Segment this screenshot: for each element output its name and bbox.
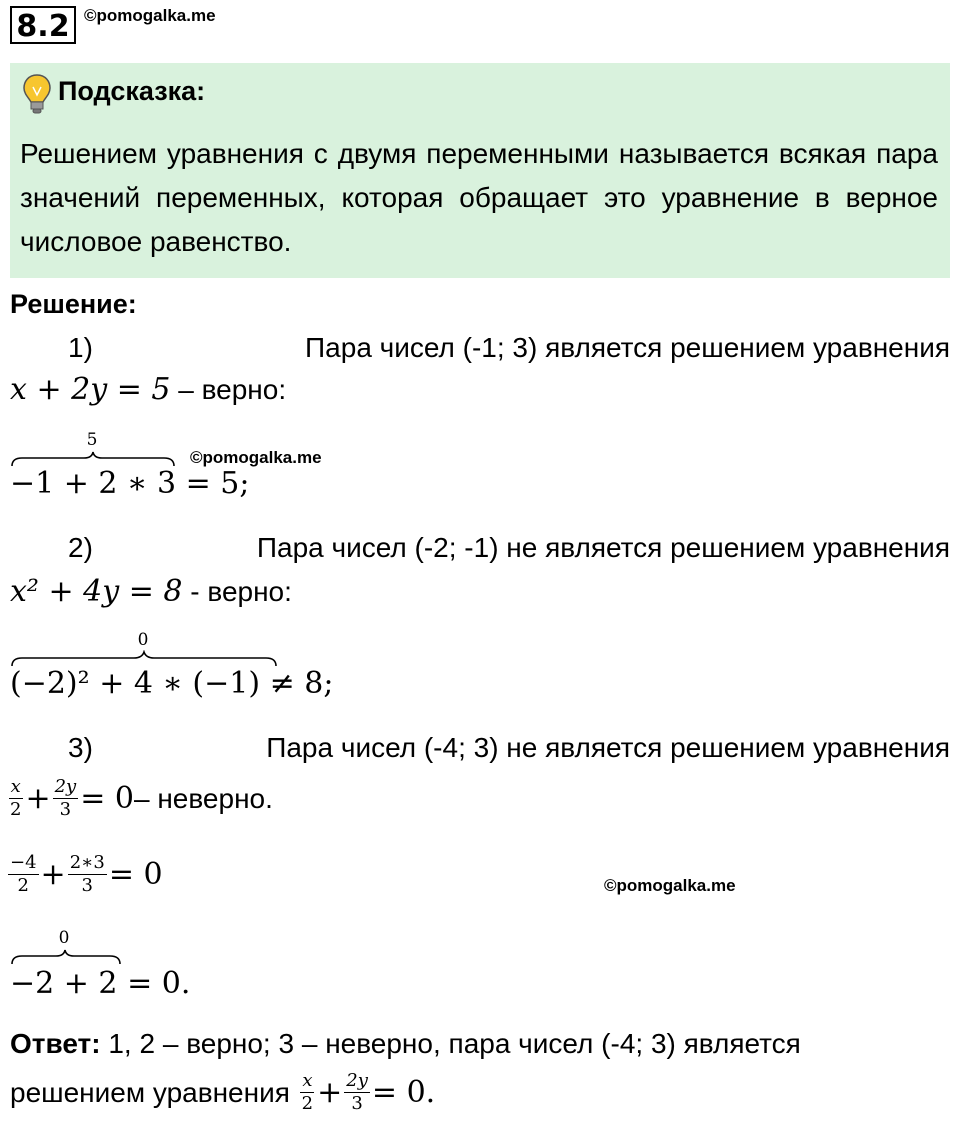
item3-verdict: – неверно. (133, 782, 273, 814)
item2-calc-line (10, 666, 333, 701)
answer-line2: решением уравнения $\frac{x}{2}$ + $\frac{2y}{3}$ = 0. (10, 1070, 436, 1114)
item3-statement-line (10, 730, 950, 766)
item2-number: 2) (68, 532, 93, 563)
item2-statement: Пара чисел (-2; -1) не является решением уравнения (256, 532, 950, 563)
item3-frac-2y-over-3: $\frac{2y}{3}$ (54, 776, 77, 820)
item2-calc-tail: ≠ 8; (260, 666, 334, 701)
answer-line1 (10, 1026, 950, 1062)
item3-equation-line: $\frac{x}{2}$ + $\frac{2y}{3}$ = 0 – неверно. (10, 776, 273, 820)
item2-calc: (−2)² + 4 ∗ (−1) (10, 666, 261, 701)
hint-title: Подсказка: (58, 76, 206, 106)
item3-number: 3) (68, 732, 93, 763)
item3-calc-tail: = 0. (117, 966, 191, 1001)
answer-tail: = 0. (371, 1074, 436, 1110)
problem-number: 8.2 (10, 6, 76, 44)
answer-label: Ответ: (10, 1028, 101, 1059)
item1-verdict: – верно: (170, 374, 287, 405)
item2-equation-line (10, 574, 292, 610)
watermark-middle: ©pomogalka.me (190, 448, 322, 467)
item3-sub-frac1: $\frac{-4}{2}$ (10, 852, 37, 896)
item1-brace-value: 5 (86, 430, 98, 450)
item3-calc: −2 + 2 (10, 966, 118, 1001)
item3-overbrace (10, 948, 122, 966)
answer-frac-x-over-2: $\frac{x}{2}$ (301, 1070, 314, 1114)
watermark-lower: ©pomogalka.me (604, 876, 736, 895)
item2-verdict: - верно: (182, 576, 292, 607)
lightbulb-icon (22, 73, 52, 115)
item1-statement-line (10, 330, 950, 366)
answer-line2-text: решением уравнения (10, 1076, 298, 1108)
item1-calc-tail: = 5; (176, 466, 250, 501)
item1-calc: −1 + 2 ∗ 3 (10, 466, 177, 501)
item3-brace-value: 0 (58, 928, 70, 948)
item1-equation-line (10, 372, 286, 408)
item3-frac-x-over-2: $\frac{x}{2}$ (10, 776, 22, 820)
item1-calc-line (10, 466, 249, 501)
item2-brace-value: 0 (137, 630, 149, 650)
item3-substitution-line: $\frac{-4}{2}$ + $\frac{2∗3}{3}$ = 0 (10, 852, 163, 896)
item3-statement: Пара чисел (-4; 3) не является решением уравнения (266, 732, 950, 763)
answer-frac-2y-over-3: $\frac{2y}{3}$ (346, 1070, 368, 1114)
item2-equation: x² + 4y = 8 (10, 574, 183, 609)
item1-statement: Пара чисел (-1; 3) является решением уравнения (305, 332, 950, 363)
item3-sub-frac2: $\frac{2∗3}{3}$ (69, 852, 105, 896)
item1-equation: x + 2y = 5 (10, 372, 171, 407)
item2-statement-line (10, 530, 950, 566)
item1-number: 1) (68, 332, 93, 363)
answer-text: 1, 2 – верно; 3 – неверно, пара чисел (-4; 3) является (100, 1028, 801, 1059)
item3-calc-line (10, 966, 190, 1001)
watermark-top: ©pomogalka.me (84, 6, 216, 25)
hint-text: Решением уравнения с двумя переменными называется всякая пара значений переменных, которая обращает это уравнение в верное числовое равенство. (20, 138, 938, 257)
solution-heading: Решение: (10, 289, 137, 319)
